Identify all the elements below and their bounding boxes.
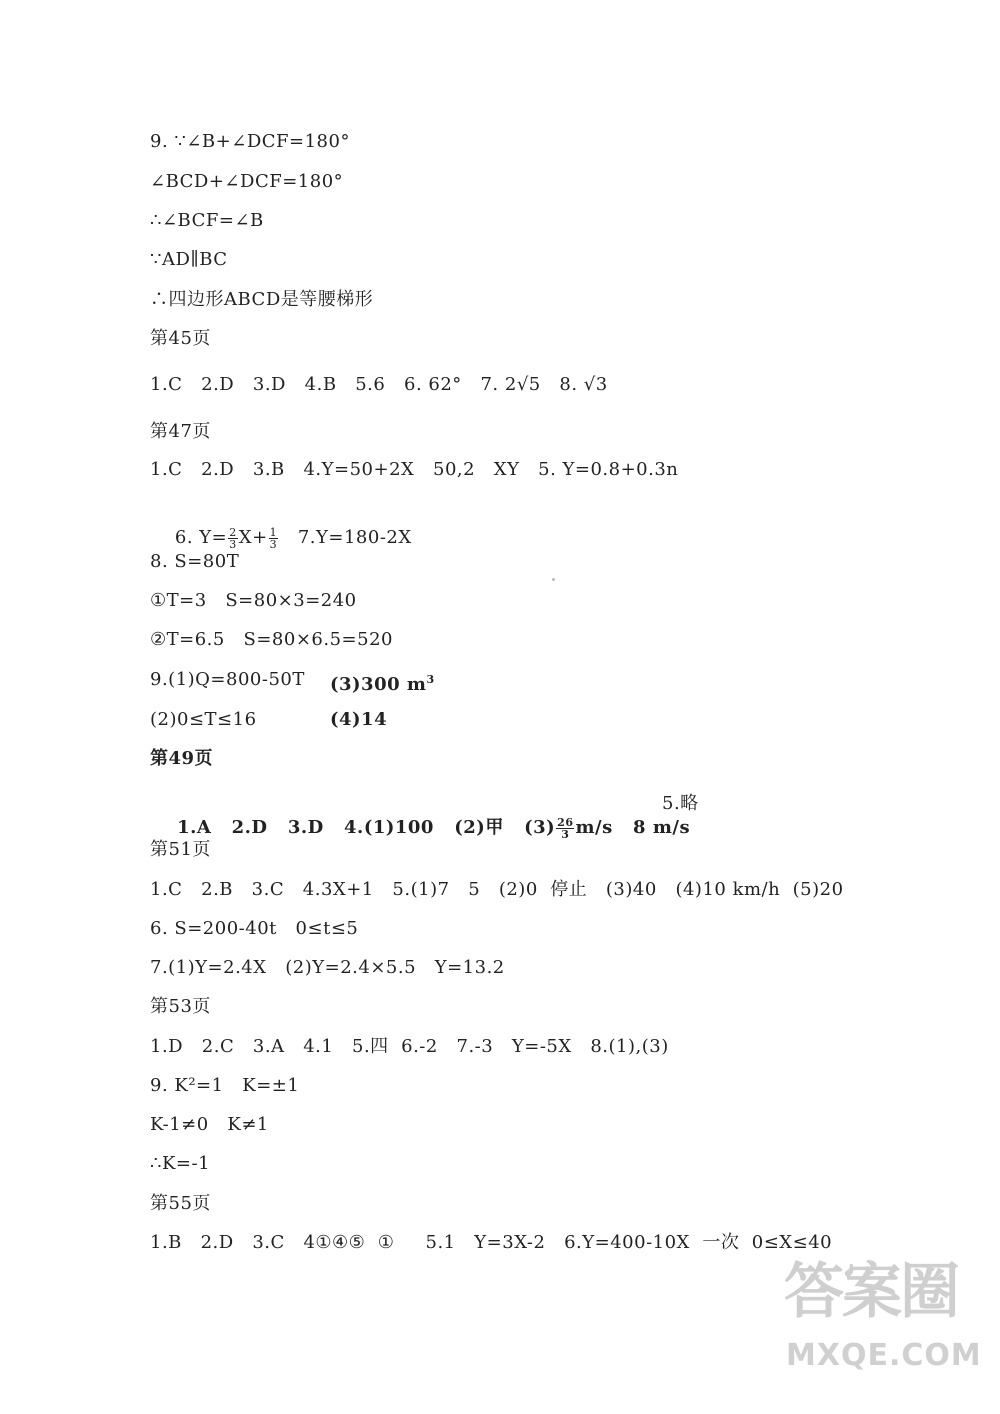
text-line: 5.略 [662, 793, 699, 814]
watermark-url: MXQE.COM [786, 1338, 982, 1373]
text-line: (2)0≤T≤16 [150, 709, 257, 730]
scan-speck [552, 578, 555, 581]
text-line: 1.B 2.D 3.C 4①④⑤ ① 5.1 Y=3X-2 6.Y=400-10X 一次 0≤X≤40 [150, 1232, 833, 1253]
line-tail: 7.Y=180-2X [279, 527, 412, 548]
fraction: $\frac{26}{3}$ [557, 815, 574, 841]
text-line: 1.C 2.D 3.B 4.Y=50+2X 50,2 XY 5. Y=0.8+0.3n [150, 459, 679, 480]
text-line: ∴四边形ABCD是等腰梯形 [150, 289, 374, 310]
text-line: ∴∠BCF=∠B [150, 210, 264, 231]
text-line: 8. S=80T [150, 551, 240, 572]
line-prefix: 6. Y= [174, 527, 228, 548]
section-heading: 第45页 [150, 328, 211, 349]
text-line: 9. K²=1 K=±1 [150, 1075, 300, 1096]
text-line: ∵AD∥BC [150, 249, 228, 270]
text-line: 9.(1)Q=800-50T [150, 669, 305, 690]
section-heading: 第55页 [150, 1193, 211, 1214]
text-line: ∴K=-1 [150, 1153, 211, 1174]
text-line: ②T=6.5 S=80×6.5=520 [150, 629, 393, 650]
watermark-logo: 答案圈 [784, 1257, 958, 1327]
text-line: ①T=3 S=80×3=240 [150, 590, 357, 611]
section-heading: 第47页 [150, 421, 211, 442]
text-line: ∠BCD+∠DCF=180° [150, 171, 344, 192]
text-line: (3)300 $m^3$ [330, 673, 435, 695]
text-line: 1.A 2.D 3.D 4.(1)100 (2)甲 (3) $\frac{26}{3}$ m/s 8 m/s [177, 815, 691, 841]
section-heading: 第49页 [150, 748, 214, 769]
line-mid: X+ [238, 527, 268, 548]
text-line: 9. ∵∠B+∠DCF=180° [150, 131, 350, 152]
text-line: (4)14 [330, 709, 388, 730]
watermark [778, 1252, 982, 1392]
section-heading: 第53页 [150, 996, 211, 1017]
text-line: K-1≠0 K≠1 [150, 1114, 269, 1135]
section-heading: 第51页 [150, 839, 211, 860]
text-line: 1.D 2.C 3.A 4.1 5.四 6.-2 7.-3 Y=-5X 8.(1),(3) [150, 1036, 669, 1057]
text-line: 1.C 2.B 3.C 4.3X+1 5.(1)7 5 (2)0 停止 (3)40 (4)10 km/h (5)20 [150, 879, 844, 900]
text-line: 7.(1)Y=2.4X (2)Y=2.4×5.5 Y=13.2 [150, 957, 505, 978]
text-line: 1.C 2.D 3.D 4.B 5.6 6. 62° 7. 2√5 8. √3 [150, 374, 608, 395]
text-line: 6. S=200-40t 0≤t≤5 [150, 918, 359, 939]
fraction: $\frac{1}{3}$ [269, 525, 278, 551]
fraction: $\frac{2}{3}$ [229, 525, 237, 551]
